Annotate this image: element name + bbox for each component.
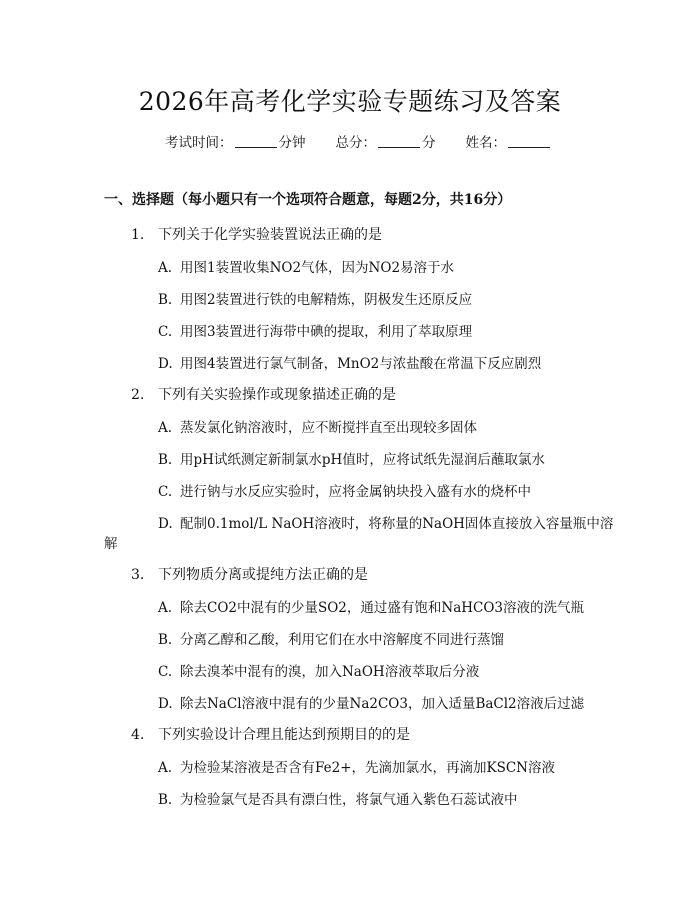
option-label: B. [158,452,173,468]
option-label: C. [158,664,173,680]
question-number: 3. [131,567,145,583]
question [131,384,396,404]
exam-meta [165,131,552,151]
question-stem: 下列关于化学实验装置说法正确的是 [158,227,382,243]
option [158,692,584,712]
option-text: 蒸发氯化钠溶液时，应不断搅拌直至出现较多固体 [180,420,477,436]
option-text: 用图1装置收集NO2气体，因为NO2易溶于水 [180,260,455,276]
time-label: 考试时间： [165,135,233,151]
option-label: A. [158,260,173,276]
option-label: C. [158,324,173,340]
option-text: 配制0.1mol/L NaOH溶液时，将称量的NaOH固体直接放入容量瓶中溶 [180,516,614,532]
question-stem: 下列实验设计合理且能达到预期目的的是 [158,727,410,743]
option [158,416,477,436]
option [158,756,555,776]
name-blank[interactable] [508,135,550,148]
option-text: 用图2装置进行铁的电解精炼，阴极发生还原反应 [180,292,473,308]
score-blank[interactable] [378,135,420,148]
question [131,724,410,744]
option-text: 用pH试纸测定新制氯水pH值时，应将试纸先湿润后蘸取氯水 [180,452,545,468]
option-text: 用图4装置进行氯气制备，MnO2与浓盐酸在常温下反应剧烈 [180,356,542,372]
name-label: 姓名： [465,135,506,151]
score-unit: 分 [422,135,436,151]
option-text-wrap: 解 [104,536,118,552]
option-text: 除去NaCl溶液中混有的少量Na2CO3，加入适量BaCl2溶液后过滤 [180,696,585,712]
question [131,224,382,244]
option-text: 分离乙醇和乙酸，利用它们在水中溶解度不同进行蒸馏 [180,632,504,648]
option [158,448,545,468]
option-label: B. [158,632,173,648]
option [158,628,504,648]
option-text: 为检验氯气是否具有漂白性，将氯气通入紫色石蕊试液中 [180,792,518,808]
page-title: 2026年高考化学实验专题练习及答案 [138,87,562,116]
option [158,256,454,276]
option-text: 用图3装置进行海带中碘的提取，利用了萃取原理 [180,324,473,340]
option-label: A. [158,420,173,436]
question [131,564,368,584]
question-stem: 下列有关实验操作或现象描述正确的是 [158,387,396,403]
option-label: D. [158,696,173,712]
section-heading: 一、选择题（每小题只有一个选项符合题意，每题2分，共16分） [104,192,512,208]
option-label: A. [158,760,173,776]
option-text: 进行钠与水反应实验时，应将金属钠块投入盛有水的烧杯中 [180,484,531,500]
option [158,288,472,308]
option [158,320,472,340]
option [158,480,531,500]
option-text: 除去CO2中混有的少量SO2，通过盛有饱和NaHCO3溶液的洗气瓶 [180,600,585,616]
score-label: 总分： [335,135,376,151]
option-label: D. [158,356,173,372]
option [158,660,479,680]
option [158,512,613,532]
option [158,352,541,372]
question-number: 2. [131,387,145,403]
question-stem: 下列物质分离或提纯方法正确的是 [158,567,368,583]
option-label: A. [158,600,173,616]
time-unit: 分钟 [278,135,306,151]
option-label: B. [158,792,173,808]
question-number: 1. [131,227,145,243]
option-label: C. [158,484,173,500]
option-label: D. [158,516,173,532]
option-text: 为检验某溶液是否含有Fe2+，先滴加氯水，再滴加KSCN溶液 [180,760,555,776]
option-text: 除去溴苯中混有的溴，加入NaOH溶液萃取后分液 [180,664,480,680]
option [158,788,518,808]
option [158,596,584,616]
option-label: B. [158,292,173,308]
question-number: 4. [131,727,145,743]
time-blank[interactable] [235,135,277,148]
